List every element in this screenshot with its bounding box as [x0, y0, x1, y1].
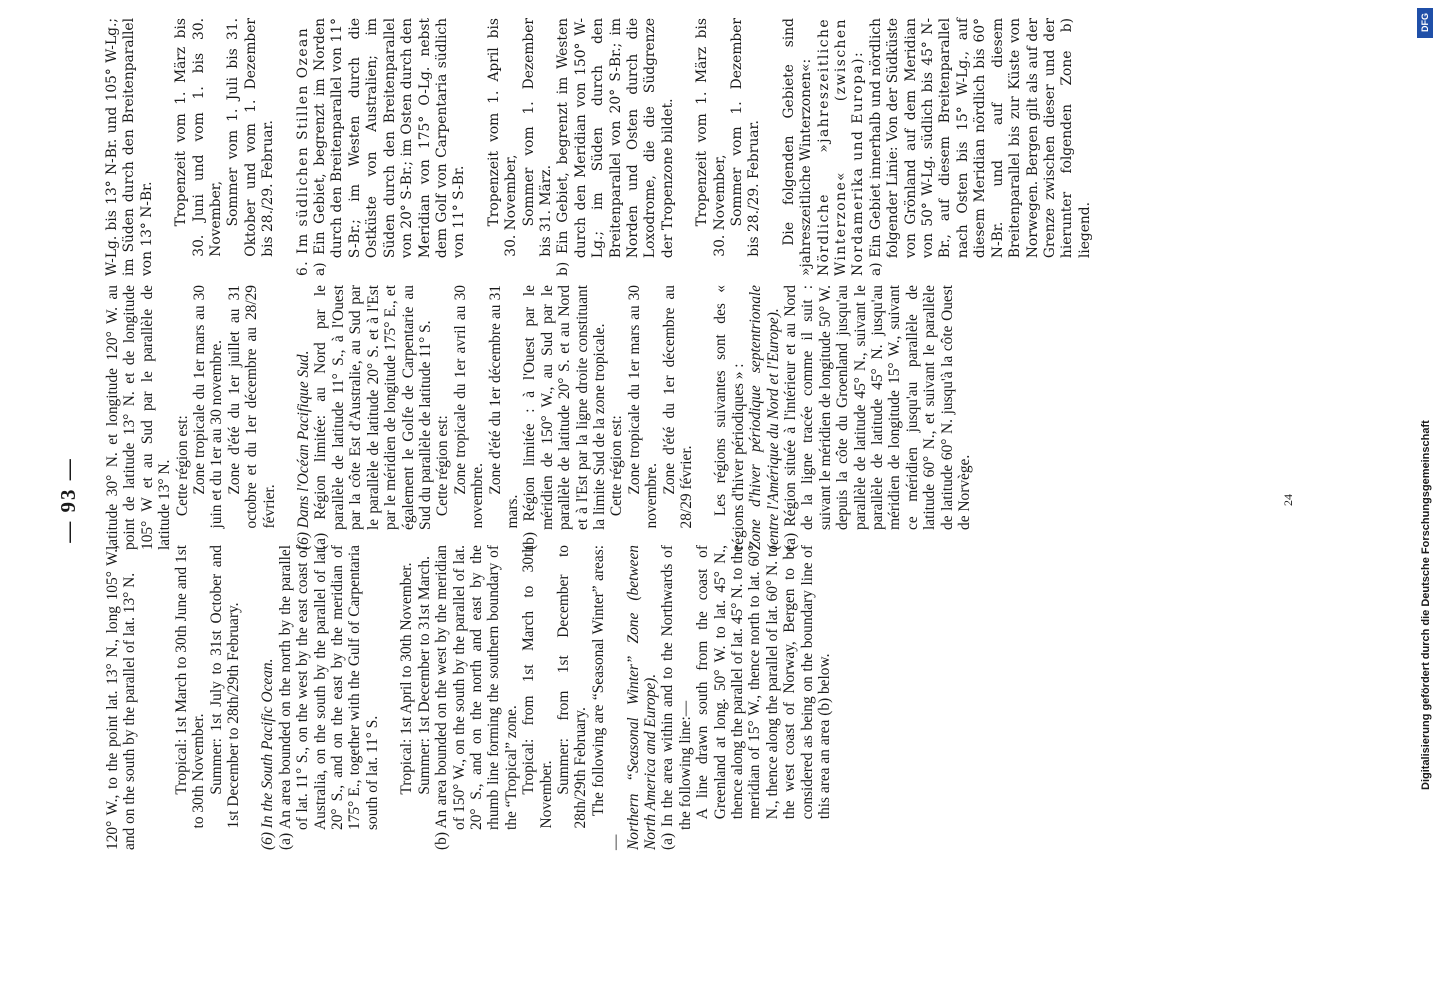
fr-tropical-3: Zone tropicale du 1er mars au 30 novembre. [625, 285, 661, 529]
de-sommer-3: Sommer vom 1. Dezember bis 28./29. Februar. [729, 18, 763, 257]
footer-number: 24 [1281, 494, 1295, 506]
page-number: — 93 — [56, 457, 80, 543]
fr-cette-3: Cette région est: [608, 415, 626, 517]
fr-area-a6: (a) Région limitée: au Nord par le parallèle de latitude 11° S., à l'Ouest par la côte Est d'Australie, au Sud par le parallèle de latitude 20° S. et à l'Est par le méridien de longitude 175° E., et également le Golfe de Carpentarie au Sud du parallèle de latitude 11° S. [312, 285, 434, 550]
de-intro: W-Lg. bis 13° N-Br. und 105° W-Lg.; im Süden durch den Breitenparallel von 13° N-Br. [104, 18, 155, 276]
fr-area-a-north: (a) Région située à l'intérieur et au Nord de la ligne tracée comme il suit : suivant le méridien de longitude 50° W. depuis la côte du Groenland jusqu'au parallèle de latitude 45° N., suivant le parallèle de latitude 45° N. jusqu'au méridien de longitude 15° W., suivant ce méridien jusqu'au parallèle de latitude 60° N., et suivant le parallèle de latitude 60° N. jusqu'à la côte Ouest de Norvège. [782, 285, 974, 550]
en-tropical-2: Tropical: 1st April to 30th November. [398, 562, 416, 795]
en-line-description: A line drawn south from the coast of Greenland at long. 50° W. to lat. 45° N., thence along the parallel of lat. 45° N. to the meridian of 15° W., thence north to lat. 60° N., thence along the parallel of lat. 60° N. to the west coast of Norway, Bergen to be considered as being on the boundary line of this area an area (b) below. [694, 545, 834, 820]
fr-cette-2: Cette région est: [434, 415, 452, 517]
en-tropical-3: Tropical: from 1st March to 30th November. [520, 545, 555, 829]
de-sommer-1: Sommer vom 1. Juli bis 31. Oktober und vom 1. Dezember bis 28./29. Februar. [225, 18, 277, 257]
en-summer-1: Summer: 1st July to 31st October and 1st December to 28th/29th February. [207, 545, 243, 829]
dfg-logo: DFG [1417, 8, 1433, 38]
de-seasonal: Die folgenden Gebiete sind »jahreszeitliche Winterzonen«: [780, 18, 815, 276]
de-area-b6: b) Ein Gebiet, begrenzt im Westen durch den Meridian von 150° W-Lg.; im Süden durch den Breitenparallel von 20° S-Br.; im Norden und Osten durch die Loxodrome, die die Südgrenze der Tropenzone bildet. [555, 18, 676, 276]
en-heading-6: (6) In the South Pacific Ocean. [259, 658, 277, 850]
en-northern-zone: Northern “Seasonal Winter” Zone (between North America and Europe). [624, 545, 659, 850]
side-note-text: Digitalisierung gefördert durch die Deutsche Forschungsgemeinschaft [1420, 420, 1432, 790]
de-heading-6: 6. Im südlichen Stillen Ozean [294, 26, 311, 276]
en-tropical-1: Tropical: 1st March to 30th June and 1st to 30th November. [172, 545, 208, 829]
fr-intro: latitude 30° N. et longitude 120° W. au point de latitude 13° N. et de longitude 105° W et au Sud par le parallèle de latitude 13° N. [104, 285, 174, 550]
de-area-a6: a) Ein Gebiet, begrenzt im Norden durch den Breitenparallel von 11° S-Br.; im Westen durch die Ostküste von Australien; im Süden durch den Breitenparallel von 20° S-Br.; im Osten durch den Meridian von 175° O-Lg. nebst dem Golf von Carpentaria südlich von 11° S-Br. [312, 18, 468, 276]
en-summer-3: Summer: from 1st December to 28th/29th February. [554, 545, 590, 829]
side-note [1418, 10, 1432, 1000]
fr-cette-1: Cette région est: [173, 415, 191, 517]
fr-zone: Zone d'hiver périodique septentrionale (entre l'Amérique du Nord et l'Europe). [747, 285, 782, 550]
english-column [104, 545, 833, 850]
de-area-a-north: a) Ein Gebiet innerhalb und nördlich folgender Linie: Von der Südküste von Grönland auf dem Meridian von 50° W-Lg. südlich bis 45° N-Br., auf diesem Breitenparallel nach Osten bis 15° W-Lg., auf diesem Meridian nördlich bis 60° N-Br. und auf diesem Breitenparallel bis zur Küste von Norwegen. Bergen gilt als auf der Grenze zwischen dieser und der hierunter folgenden Zone b) liegend. [867, 18, 1093, 276]
fr-ete-1: Zone d'été du 1er juillet au 31 octobre et du 1er décembre au 28/29 février. [225, 285, 278, 529]
en-area-b6: (b) An area bounded on the west by the meridian of 150° W., on the south by the parallel of lat. 20° S., and on the north and east by the rhumb line forming the southern boundary of the “Tropical” zone. [433, 545, 520, 850]
german-column [104, 18, 1094, 276]
fr-tropical-1: Zone tropicale du 1er mars au 30 juin et du 1er au 30 novembre. [191, 285, 226, 529]
french-column [104, 285, 974, 550]
de-tropen-3: Tropenzeit vom 1. März bis 30. November, [694, 18, 728, 257]
de-zone: Nördliche »jahreszeitliche Winterzone« (zwischen Nordamerika und Europa): [815, 18, 867, 276]
fr-area-b6: (b) Région limitée : à l'Ouest par le méridien de 150° W., au Sud par le parallèle de latitude 20° S. et au Nord et à l'Est par la ligne droite constituant la limite Sud de la zone tropicale. [521, 285, 608, 550]
en-area-a-north: (a) In the area within and to the Northwards of the following line:— [659, 545, 694, 850]
fr-tropical-2: Zone tropicale du 1er avril au 30 novembre. [451, 285, 487, 529]
de-tropen-1: Tropenzeit vom 1. März bis 30. Juni und vom 1. bis 30. November, [173, 18, 225, 257]
en-seasonal: The following are “Seasonal Winter” areas:— [589, 545, 625, 850]
fr-ete-2: Zone d'été du 1er décembre au 31 mars. [486, 285, 521, 529]
de-tropen-2: Tropenzeit vom 1. April bis 30. November, [485, 18, 520, 257]
fr-ete-3: Zone d'été du 1er décembre au 28/29 février. [660, 285, 695, 529]
en-area-a6: (a) An area bounded on the north by the parallel of lat. 11° S., on the west by the east coast of Australia, on the south by the parallel of lat. 20° S., and on the east by the meridian of 175° E., together with the Gulf of Carpentaria south of lat. 11° S. [276, 545, 381, 850]
fr-seasonal: Les régions suivantes sont des « régions d'hiver périodiques » : [712, 285, 747, 550]
fr-heading-6: (6) Dans l'Océan Pacifique Sud. [295, 350, 313, 550]
de-sommer-2: Sommer vom 1. Dezember bis 31. März. [520, 18, 554, 257]
en-summer-2: Summer: 1st December to 31st March. [415, 556, 433, 795]
en-intro: 120° W., to the point lat. 13° N., long 105° W., and on the south by the parallel of lat. 13° N. [104, 545, 139, 850]
